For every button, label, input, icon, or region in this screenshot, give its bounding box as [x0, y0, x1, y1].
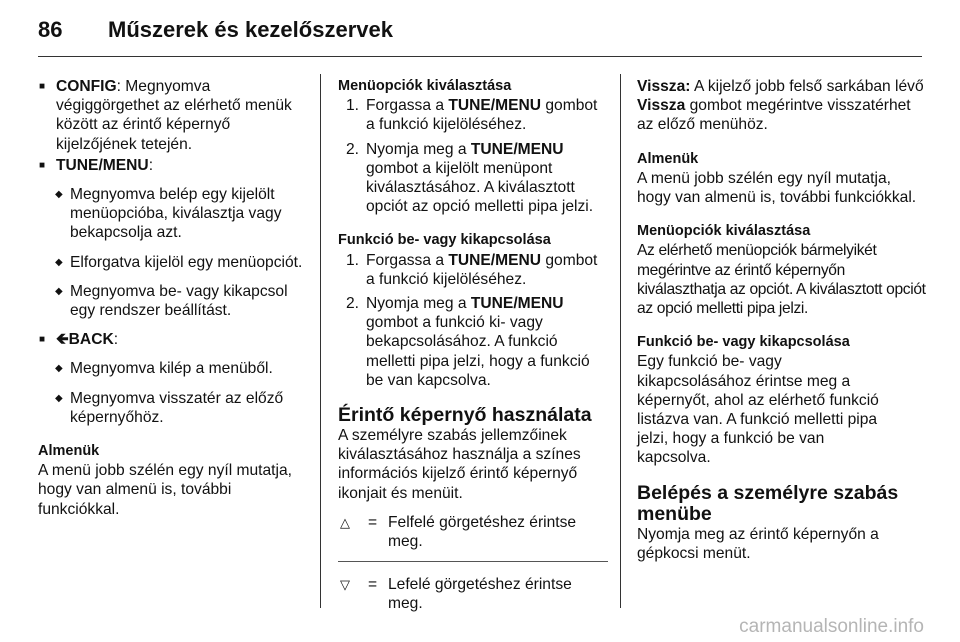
back-item	[38, 330, 308, 349]
back-text: gombot megérintve visszatérhet az előző menühöz.	[637, 97, 911, 134]
column-2	[338, 77, 608, 614]
tune-subitem	[38, 253, 308, 272]
select-text: Az elérhető menüopciók bármelyikét megérintve az érintő képernyőn kiválaszthatja az opciót. A kiválasztott opciót az opció melletti pipa jelzi.	[637, 242, 926, 318]
page-title: Műszerek és kezelőszervek	[108, 17, 393, 42]
numbered-step	[338, 294, 608, 390]
select-heading: Menüopciók kiválasztása	[338, 78, 512, 94]
column-3	[637, 77, 927, 563]
touch-text: A személyre szabás jellemzőinek kiválasztásához használja a színes információs kijelző érintő képernyő ikonjait és menüit.	[338, 427, 581, 502]
config-text: : Megnyomva végiggörgethet az elérhető menük között az érintő képernyő kijelzőjének tetején.	[56, 78, 292, 153]
step-text: Forgassa a	[366, 251, 449, 269]
step-number: 2.	[346, 140, 360, 158]
config-label: CONFIG	[56, 78, 117, 95]
back-subitem-text: Megnyomva visszatér az előző képernyőhöz.	[70, 389, 284, 426]
numbered-step	[338, 140, 608, 217]
back-text: A kijelző jobb felső sarkában lévő	[690, 78, 924, 95]
back-button-name: Vissza	[637, 97, 686, 115]
tune-label: TUNE/MENU	[56, 156, 149, 174]
back-subitem	[38, 389, 308, 427]
step-text: gombot a funkció ki- vagy bekapcsolásához. A funkció melletti pipa jelzi, hogy a funkció be van kapcsolva.	[366, 314, 590, 389]
toggle-text: Egy funkció be- vagy kikapcsolásához érintse meg a képernyőt, ahol az elérhető funkció listázva van. A funkció melletti pipa jelzi, hogy a funkció be van kapcsolva.	[637, 353, 879, 467]
equals-sign: =	[368, 513, 378, 531]
step-key: TUNE/MENU	[470, 140, 564, 158]
enter-heading: Belépés a személyre szabás menübe	[637, 481, 899, 525]
tune-subitem-text: Elforgatva kijelöl egy menüopciót.	[70, 253, 303, 271]
step-key: TUNE/MENU	[448, 97, 542, 115]
step-number: 1.	[346, 251, 360, 269]
tune-item	[38, 156, 308, 175]
diamond-bullet-icon: ◆	[55, 256, 63, 268]
step-number: 2.	[346, 295, 360, 313]
submenu-text: A menü jobb szélén egy nyíl mutatja, hogy van almenü is, további funkciókkal.	[637, 169, 917, 207]
triangle-down-icon: ▽	[340, 577, 350, 593]
submenu-heading: Almenük	[38, 443, 100, 460]
triangle-up-icon: △	[340, 514, 350, 530]
touch-heading: Érintő képernyő használata	[338, 404, 592, 427]
scroll-down-text: Lefelé görgetéshez érintse meg.	[388, 576, 572, 613]
step-text: gombot a kijelölt menüpont kiválasztásához. A kiválasztott opciót az opció melletti pipa jelzi.	[366, 159, 594, 216]
tune-colon: :	[148, 156, 154, 174]
equals-sign: =	[368, 576, 378, 594]
step-text: Nyomja meg a	[366, 140, 471, 158]
step-text: gombot a funkció kijelöléséhez.	[366, 97, 598, 134]
square-bullet-icon: ■	[39, 81, 46, 92]
step-number: 1.	[346, 97, 360, 115]
step-key: TUNE/MENU	[448, 251, 542, 269]
back-paragraph	[637, 77, 927, 135]
back-subitem-text: Megnyomva kilép a menüből.	[70, 360, 273, 378]
numbered-step	[338, 96, 608, 134]
scroll-down-row	[338, 575, 608, 613]
step-text: gombot a funkció kijelöléséhez.	[366, 251, 598, 288]
config-item	[38, 77, 308, 154]
tune-subitem	[38, 185, 308, 243]
select-heading: Menüopciók kiválasztása	[637, 223, 811, 240]
square-bullet-icon: ■	[39, 334, 46, 346]
step-text: Forgassa a	[366, 97, 449, 115]
tune-subitem	[38, 282, 308, 320]
toggle-heading: Funkció be- vagy kikapcsolása	[637, 334, 850, 351]
toggle-heading: Funkció be- vagy kikapcsolása	[338, 232, 551, 249]
symbol-divider	[338, 561, 608, 562]
enter-text: Nyomja meg az érintő képernyőn a gépkocsi menüt.	[637, 525, 879, 562]
scroll-up-text: Felfelé görgetéshez érintse meg.	[388, 513, 577, 551]
diamond-bullet-icon: ◆	[55, 189, 63, 201]
column-divider-1	[320, 74, 321, 608]
tune-subitem-text: Megnyomva belép egy kijelölt menüopcióba, kiválasztja vagy bekapcsolja azt.	[70, 186, 282, 242]
diamond-bullet-icon: ◆	[55, 363, 63, 375]
submenu-text: A menü jobb szélén egy nyíl mutatja, hogy van almenü is, további funkciókkal.	[38, 462, 292, 518]
column-1	[38, 77, 308, 519]
back-label: Vissza:	[637, 78, 691, 95]
scroll-up-row	[338, 513, 608, 551]
step-key: TUNE/MENU	[470, 295, 564, 313]
back-subitem	[38, 359, 308, 378]
numbered-step	[338, 251, 608, 289]
diamond-bullet-icon: ◆	[55, 392, 63, 404]
back-colon: :	[113, 331, 119, 349]
back-arrow-icon: 🡸	[56, 331, 69, 349]
square-bullet-icon: ■	[39, 159, 46, 171]
diamond-bullet-icon: ◆	[55, 285, 63, 297]
step-text: Nyomja meg a	[366, 295, 471, 313]
column-divider-2	[620, 74, 621, 608]
tune-subitem-text: Megnyomva be- vagy kikapcsol egy rendszer beállítást.	[70, 282, 288, 320]
back-label: BACK	[68, 331, 114, 349]
page-header	[38, 10, 393, 50]
watermark: carmanualsonline.info	[739, 616, 924, 637]
submenu-heading: Almenük	[637, 150, 699, 167]
page-number: 86	[38, 17, 63, 42]
header-divider	[38, 56, 922, 57]
